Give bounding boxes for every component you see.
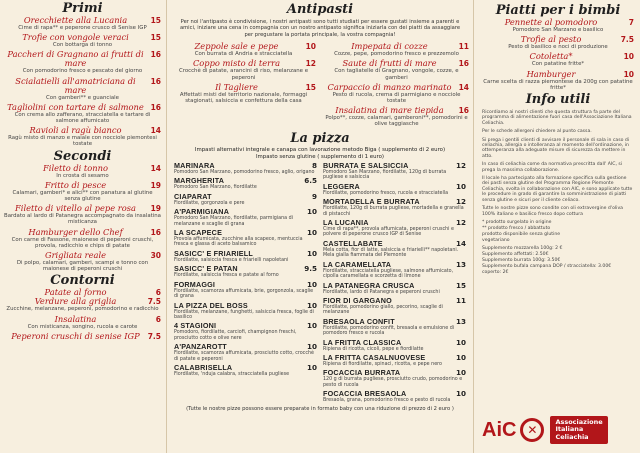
menu-item-price: 16 [150, 50, 161, 60]
menu-item-name: Coppo misto di terra [192, 58, 281, 69]
menu-item-description: Con burrata di Andria e stracciatella [194, 51, 293, 58]
menu-item [174, 193, 317, 206]
supplement-line: Supplemento affettati: 2.50€ [482, 251, 549, 257]
section-title-contorni: Contorni [50, 273, 115, 289]
menu-item-price: 13 [455, 259, 466, 269]
menu-item-name: Grigliata reale [44, 250, 107, 261]
antipasti-right [320, 42, 473, 129]
menu-item-description: Zucchine, melanzane, peperoni, pomodorino e radicchio [6, 306, 159, 313]
pizza-left [171, 162, 320, 406]
menu-item-name: Paccheri di Gragnano ai frutti di mare [7, 49, 144, 69]
menu-item-price: 6 [155, 288, 161, 298]
menu-item-price: 16 [150, 227, 161, 237]
info-paragraphs [482, 110, 634, 217]
menu-item-price: 10 [306, 207, 317, 217]
menu-item-description: Fiordilatte, 'nduja calabra, stracciatella pugliese [174, 371, 290, 377]
menu-item [4, 228, 161, 249]
menu-item-price: 10 [455, 389, 466, 399]
menu-item [174, 177, 317, 190]
menu-item-price: 10 [306, 321, 317, 331]
menu-item-description: Fiordilatte, scamorza affumicata, brie, gorgonzola, scaglie di grana [174, 288, 314, 300]
menu-item-price: 7 [628, 18, 634, 27]
legend-entry: vegetariano [482, 237, 510, 243]
menu-item-row [4, 251, 161, 260]
middle-column [166, 0, 474, 453]
menu-item-row [324, 106, 469, 115]
menu-item-price: 16 [458, 59, 469, 69]
menu-item-price: 10 [306, 300, 317, 310]
menu-item-price: 10 [455, 368, 466, 378]
menu-item [323, 240, 466, 259]
pizza-intro-2: Impasto senza glutine ( supplemento di 1 euro) [255, 153, 385, 160]
info-paragraph: Per le schede allergeni chiedere al punto cassa. [482, 129, 592, 135]
menu-item-price: 13 [455, 316, 466, 326]
menu-item-row [323, 297, 466, 305]
menu-item-price: 10 [455, 337, 466, 347]
menu-item-description: Crocchè di patate, arancini di riso, melanzane e peperoni [178, 68, 309, 81]
menu-item-price: 7.5 [620, 35, 634, 45]
menu-item-description: Ripiena di ricotta, cicoli, pepe e fiordilatte [323, 346, 424, 352]
menu-item-price: 19 [150, 180, 161, 190]
menu-item-description: Ragù misto di manzo e maiale con nocciole piemontesi tostate [8, 135, 157, 148]
info-paragraph: Ricordiamo ai nostri clienti che questa struttura fa parte del programma di alimentazione fuori casa dell'Associazione Italiana Celiachia. [482, 110, 632, 126]
menu-item [174, 281, 317, 300]
antipasti-left [167, 42, 320, 129]
menu-item-name: LA CARAMELLATA [323, 259, 392, 269]
menu-item [323, 369, 466, 388]
menu-item-description: In crosta di sesamo [56, 172, 109, 179]
menu-item [4, 77, 161, 101]
menu-item-row [4, 16, 161, 25]
menu-item-name: Hamburger dello Chef [28, 226, 123, 237]
menu-item [323, 183, 466, 196]
supplement-line: coperto: 2€ [482, 269, 509, 275]
menu-item-row [4, 181, 161, 190]
menu-item-row [482, 70, 634, 79]
menu-item-price: 7.5 [147, 297, 161, 307]
menu-item-row [323, 183, 466, 191]
menu-item-description: Pomodoro San Marzano, fiordilatte, parmigiana di melanzane e scaglie di grana [174, 216, 293, 227]
menu-item-name: A'PARMIGIANA [174, 207, 230, 217]
menu-item-row [174, 364, 317, 372]
pizza-intro-1: Impasti alternativi integrale e canapa con lavorazione metodo Biga ( supplemento di 2 euro) [194, 146, 446, 153]
menu-item-price: 15 [305, 82, 316, 92]
supplement-line: Supplemento bufala campana DOP / stracciatella: 3.00€ [482, 263, 612, 269]
menu-item-price: 9 [311, 191, 317, 201]
menu-item-row [174, 250, 317, 258]
menu-item-price: 10 [623, 52, 634, 62]
menu-item-name: FIOR DI GARGANO [323, 295, 392, 305]
aic-logo-text [550, 416, 607, 445]
menu-item-price: 11 [458, 42, 469, 52]
menu-item-row [4, 228, 161, 237]
menu-item [4, 297, 161, 312]
menu-item [174, 162, 317, 175]
menu-item-name: CALABRISELLA [174, 362, 233, 372]
menu-item-name: Trofie con vongole veraci [22, 32, 129, 43]
menu-item [174, 208, 317, 227]
menu-item-name: Il Tagliere [215, 81, 258, 92]
menu-item-name: SASICC' E FRIARIELL [174, 248, 253, 258]
info-paragraph: Si prega i gentili clienti di avvisare il personale di sala in caso di celiachia, allergia o intolleranza al momento dell'ordinazione, in ottemperanza alla adeguate misure di sicurezza da mettere in atto. [482, 137, 630, 159]
supplements [482, 246, 634, 276]
menu-item-price: 8 [311, 161, 317, 171]
menu-item [324, 106, 469, 127]
menu-item [4, 251, 161, 272]
menu-item [4, 332, 161, 341]
section-title-bimbi: Piatti per i bimbi [495, 3, 621, 18]
menu-item-price: 10 [306, 362, 317, 372]
menu-item-price: 15 [150, 16, 161, 25]
menu-item-row [323, 282, 466, 290]
menu-item-name: LEGGERA [323, 181, 360, 191]
menu-item-description: Cime di rapa** e peperone crusco di Senise IGP [18, 25, 147, 31]
menu-item-row [323, 240, 466, 248]
menu-item-name: Hamburger [526, 68, 576, 79]
menu-item-description: Bardato al lardo di Patanegra accompagnato da insalatina misticanza [4, 213, 161, 226]
menu-item-description: Pomodoro San Marzano e basilico [512, 27, 604, 33]
menu-item-row [482, 18, 634, 27]
menu-item [324, 42, 469, 57]
aic-logo-line2: Italiana [555, 425, 584, 434]
menu-item-name: MARGHERITA [174, 176, 225, 186]
menu-item-price: 10 [306, 279, 317, 289]
menu-item-description: Pomodoro San Marzano, fiordilatte, 120g di burrata pugliese e salsiccia [323, 170, 447, 181]
menu-item-name: FOCACCIA BRESAOLA [323, 389, 407, 399]
menu-item-price: 11 [455, 295, 466, 305]
pizza-grid [167, 162, 473, 406]
legend-entry: prodotto disponibile senza glutine [482, 231, 561, 237]
menu-item [482, 35, 634, 50]
menu-item [4, 204, 161, 225]
menu-item-name: Carpaccio di manzo marinato [327, 81, 452, 92]
menu-item-price: 12 [455, 197, 466, 207]
menu-item [482, 70, 634, 91]
section-title-secondi: Secondi [53, 148, 112, 164]
menu-item [174, 265, 317, 278]
menu-item-description: Polpo**, cozze, calamari, gamberoni**, pomodorini e olive taggiasche [325, 115, 468, 128]
menu-item-name: Saute di frutti di mare [342, 58, 437, 69]
menu-item-name: FOCACCIA BURRATA [323, 368, 401, 378]
menu-item-name: LA PATANEGRA CRUSCA [323, 280, 415, 290]
menu-item-price: 15 [455, 280, 466, 290]
menu-item [174, 364, 317, 377]
menu-item-description: Carne scelta di razza piemontese da 200g con patatine fritte* [483, 78, 633, 91]
menu-item-price: 19 [150, 204, 161, 214]
menu-item-row [4, 204, 161, 213]
info-paragraph: Il locale ha partecipato alla formazione specifica sulla gestione dei pasti senza glutine del Programma Regione Piemonte Celiachia, svolta in collaborazione con AIC, e sono applicate tutte le procedure in grado di garantire la somministrazione di piatti senza glutine e sicuri per il cliente celiaco. [482, 176, 633, 203]
menu-item-name: Tagliolini con tartare di salmone [7, 101, 144, 112]
antipasti-grid [167, 42, 473, 129]
menu-item-description: Fiordilatte, salsiccia fresca e friarielli napoletani [174, 257, 289, 263]
menu-item-row [174, 343, 317, 351]
aic-logo [482, 411, 632, 449]
menu-item-row [324, 83, 469, 92]
menu-item-name: Filetto di tonno [43, 162, 108, 173]
menu-item-name: LA SCAPECE [174, 228, 223, 238]
menu-item-price: 12 [455, 218, 466, 228]
menu-item-name: Patate al forno [44, 287, 107, 298]
menu-item-name: SASICC' E PATAN [174, 264, 238, 274]
menu-item [4, 16, 161, 31]
menu-item [323, 162, 466, 181]
aic-logo-line3: Celiachia [555, 432, 589, 441]
menu-item-row [482, 52, 634, 61]
menu-item-price: 12 [305, 59, 316, 69]
menu-item-row [323, 219, 466, 227]
legend-entry: * prodotto surgelato in origine [482, 219, 552, 225]
menu-item-price: 16 [150, 76, 161, 86]
menu-item-name: Insalatina [54, 313, 97, 324]
menu-item-name: CASTELLABATE [323, 238, 383, 248]
section-title-info: Info utili [525, 92, 591, 108]
section-title-antipasti: Antipasti [286, 2, 354, 17]
menu-item-price: 14 [150, 163, 161, 173]
primi-list [4, 16, 161, 148]
menu-item-name: Fritto di pesce [44, 179, 107, 190]
menu-item [174, 343, 317, 362]
menu-item-name: LA PIZZA DEL BOSS [174, 300, 248, 310]
menu-item-row [4, 103, 161, 112]
menu-item-description: Calamari, gamberi* e alici** con panatura al glutine senza glutine [12, 189, 153, 203]
menu-item [482, 18, 634, 33]
menu-item-description: Fiordilatte, lardo di Patanegra e peperoni cruschi [323, 289, 440, 295]
menu-item-name: Impepata di cozze [351, 41, 428, 52]
menu-item-row [323, 261, 466, 269]
menu-item [324, 83, 469, 104]
menu-item-price: 10 [306, 248, 317, 258]
menu-item-name: LA LUCANIA [323, 218, 369, 228]
menu-item-description: Pomodoro San Marzano, fiordilatte [174, 185, 257, 191]
menu-item-name: Trofie al pesto [520, 34, 582, 45]
menu-item-row [174, 162, 317, 170]
menu-item-row [323, 162, 466, 170]
menu-item-description: Fiordilatte, melanzane, funghetti, salsiccia fresca, foglie di basilico [174, 309, 314, 320]
menu-item-description: Con misticanza, songino, rucola e carote [27, 323, 138, 330]
contorni-list [4, 288, 161, 340]
menu-item-row [4, 297, 161, 306]
menu-item [4, 50, 161, 74]
menu-item [174, 322, 317, 341]
menu-item-description: Pomodoro, fiordilatte, carciofi, champignon freschi, prosciutto cotto e olive nere [174, 330, 297, 341]
menu-item-name: 4 STAGIONI [174, 321, 217, 331]
legend-entry: ** prodotto fresco / abbattuto [482, 225, 551, 231]
legend [482, 220, 634, 244]
menu-item [323, 297, 466, 316]
menu-item-price: 10 [455, 181, 466, 191]
menu-item-row [174, 193, 317, 201]
menu-item-row [323, 339, 466, 347]
menu-item-price: 9.5 [304, 264, 317, 274]
menu-item-price: 6.5 [304, 176, 317, 186]
menu-item [4, 33, 161, 48]
menu-item-description: Pesto di rucola, crema di parmigiano e nocciole tostate [332, 91, 461, 105]
menu-item [4, 103, 161, 124]
menu-item-name: Filetto di vitello al pepe rosa [15, 203, 136, 214]
menu-item [323, 282, 466, 295]
menu-item-description: Mela cotta, fior di latte, salsiccia e friarielli** napoletani. Mela gialla fiammata del Piemonte [323, 247, 459, 259]
menu-item-name: LA FRITTA CLASSICA [323, 337, 402, 347]
supplement-line: Supplemento mozzarella 100g: 2 € [482, 245, 563, 251]
info-paragraph: In caso di celiachia come da normativa prescritta dall' AIC, si prega la massima collaborazione. [482, 162, 623, 173]
menu-item-description: Di polpo, calamari, gamberi, scampi e tonno con maionese di peperoni cruschi [16, 260, 149, 273]
menu-item-description: Fiordilatte, 120g di burrata pugliese, mortadella e granella di pistacchi [323, 206, 464, 217]
left-column [0, 0, 165, 453]
info-paragraph: Tutte le nostre pizze sono condite con oli extravergine d'oliva 100% italiano e basilico fresco dopo cottura [482, 206, 623, 217]
menu-item-description: Affettati misti del territorio nazionale, formaggi stagionati, salsiccia e confettura della casa [179, 91, 308, 105]
menu-item [174, 302, 317, 321]
menu-item [171, 59, 316, 80]
menu-item-row [174, 281, 317, 289]
menu-item-row [4, 315, 161, 324]
menu-item-row [171, 42, 316, 51]
menu-item-description: Con carne di Fassone, maionese di peperoni cruschi, provola, radicchio e chips di patate [11, 236, 154, 249]
menu-item-row [323, 354, 466, 362]
menu-item-name: BURRATA E SALSICCIA [323, 161, 409, 171]
menu-item-description: Cime di rapa**, provola affumicata, peperoni cruschi e polvere di peperone crusco IGP di Senise [323, 227, 454, 238]
menu-item-price: 15 [150, 33, 161, 43]
menu-item-row [4, 33, 161, 42]
menu-item-name: Ravioli al ragù bianco [29, 125, 122, 136]
menu-item-description: Fiordilatte, gorgonzola e pere [174, 200, 245, 206]
menu-item-price: 10 [306, 342, 317, 352]
menu-item-name: MARINARA [174, 161, 215, 171]
menu-item-name: Insalatina di mare tiepida [335, 105, 444, 116]
menu-item-row [324, 42, 469, 51]
menu-item-price: 16 [150, 102, 161, 112]
menu-item-row [323, 390, 466, 398]
menu-item [324, 59, 469, 80]
menu-item-name: MORTADELLA E BURRATA [323, 197, 420, 207]
menu-item-row [323, 318, 466, 326]
menu-item-description: Con patatine fritte* [531, 61, 585, 68]
menu-item [4, 181, 161, 202]
menu-item [171, 83, 316, 104]
menu-item-description: Pesto di basilico e noci di produzione [508, 44, 608, 51]
menu-item-row [324, 59, 469, 68]
menu-item-description: Con pomodorino fresco e pescato del giorno [22, 68, 143, 75]
menu-item-price: 14 [458, 82, 469, 92]
menu-item [4, 126, 161, 147]
menu-item-price: 16 [458, 106, 469, 116]
menu-item-description: Provola affumicata, zucchine alla scapece, mentuccia fresca e glassa di aceto balsamico [174, 237, 303, 248]
menu-item-name: Cotoletta* [529, 51, 573, 62]
menu-item-row [171, 83, 316, 92]
menu-item-description: Con crema allo zafferano, stracciatella e tartare di salmone affumicato [14, 111, 151, 125]
menu-item [4, 164, 161, 179]
menu-item-price: 7.5 [147, 331, 161, 341]
menu-item-price: 12 [455, 161, 466, 171]
menu-item-description: Pomodoro San Marzano, pomodorino fresco, aglio, origano [174, 170, 315, 176]
menu-item-name: Orecchiette alla Lucania [23, 15, 128, 25]
menu-item-price: 14 [455, 238, 466, 248]
menu-item-row [4, 126, 161, 135]
menu-item [323, 354, 466, 367]
menu-item [171, 42, 316, 57]
menu-item-description: Con tagliatelle di Gragnano, vongole, cozze, e gamberi [334, 68, 459, 81]
menu-item [174, 250, 317, 263]
bimbi-list [482, 18, 634, 91]
menu-item [4, 315, 161, 330]
menu-item-price: 10 [455, 352, 466, 362]
right-column [476, 0, 640, 453]
menu-item-name: LA FRITTA CASALNUOVESE [323, 352, 426, 362]
aic-symbol-icon: ✕ [520, 418, 544, 442]
section-title-pizza: La pizza [290, 130, 350, 146]
secondi-list [4, 164, 161, 273]
menu-item-description: Fiordilatte, scamorza affumicata, prosciutto cotto, crocchè di patate e peperoni [174, 351, 314, 362]
menu-item-description: Ripiena di fiordilatte, spinaci, ricotta, e pepe nero [323, 361, 442, 367]
menu-item-price: 10 [306, 228, 317, 238]
menu-item-row [174, 229, 317, 237]
menu-item [323, 261, 466, 280]
menu-item-row [4, 164, 161, 173]
aic-logo-mark: AiC [482, 418, 517, 441]
menu-item-name: Verdure alla griglia [34, 296, 117, 307]
menu-item-description: Fiordilatte, pomodorino giallo, pecorino, scaglie di melanzane [323, 304, 443, 316]
menu-item-name: Peperoni cruschi di senise IGP [11, 330, 140, 341]
menu-item-price: 14 [150, 126, 161, 136]
aic-logo-line1: Associazione [555, 417, 603, 426]
menu-item-row [4, 332, 161, 341]
menu-item-name: CIAPARAT [174, 191, 212, 201]
menu-item-description: Con gamberi** e guanciale [46, 94, 119, 101]
menu-item-price: 6 [155, 314, 161, 324]
menu-item-name: Zeppole sale e pepe [194, 41, 279, 52]
menu-item [323, 339, 466, 352]
menu-item-row [4, 77, 161, 95]
menu-item-name: A'PANZAROTT [174, 342, 227, 352]
menu-item-description: Fiordilatte, salsiccia fresca e patate al forno [174, 273, 279, 279]
menu-item [323, 198, 466, 217]
pizza-baby-note: (Tutte le nostre pizze possono essere preparate in formato baby con una riduzione di prezzo di 2 euro ) [186, 405, 454, 412]
pizza-right [320, 162, 469, 406]
menu-item [323, 390, 466, 403]
menu-item-name: Scialatielli all'amatriciana di mare [15, 75, 136, 95]
menu-item [482, 52, 634, 67]
menu-item-description: Cozze, pepe, pomodorino fresco e prezzemolo [334, 51, 459, 58]
menu-item [174, 229, 317, 248]
menu-item [323, 219, 466, 238]
antipasti-intro: Per noi l'antipasto è condivisione, i nostri antipasti sono tutti studiati per essere gustati insieme a parenti e amici, iniziare una cena in compagnia con un nostro antipasto significa iniziarla con dei piatti da assaggiare per pregustare la portata principale, la vostra compagnia! [179, 19, 461, 38]
menu-item-description: Con bottarga di tonno [52, 42, 113, 49]
menu-item-name: FORMAGGI [174, 279, 216, 289]
menu-item-name: Pennette al pomodoro [504, 17, 598, 27]
menu-item-name: BRESAOLA CONFIT [323, 316, 395, 326]
menu-item-description: Fiordilatte, stracciatella pugliese, salmone affumicato, cipolla caramellata e scorzetta di limone [323, 268, 454, 280]
menu-item-price: 10 [305, 42, 316, 52]
menu-item-description: 120 g di burrata pugliese, prosciutto crudo, pomodorino e pesto di rucola [323, 377, 463, 388]
menu-item-row [174, 302, 317, 310]
menu-item-description: Fiordilatte, pomodorino fresco, rucola e stracciatella [323, 190, 449, 196]
supplement-line: Supplemento burrata 100g: 3.50€ [482, 257, 561, 263]
menu-item-row [482, 35, 634, 44]
section-title-primi: Primi [62, 1, 103, 16]
menu-item-price: 10 [623, 69, 634, 79]
menu-item [323, 318, 466, 337]
menu-item-description: Bresaola, grana, pomodorino fresco e pesto di rucola [323, 398, 451, 404]
menu-item-price: 30 [150, 251, 161, 261]
menu-item-row [4, 50, 161, 68]
menu-item-description: Fiordilatte, pomodorino confit, bresaola e emulsione di pomodoro fresco e rucola [323, 325, 455, 337]
